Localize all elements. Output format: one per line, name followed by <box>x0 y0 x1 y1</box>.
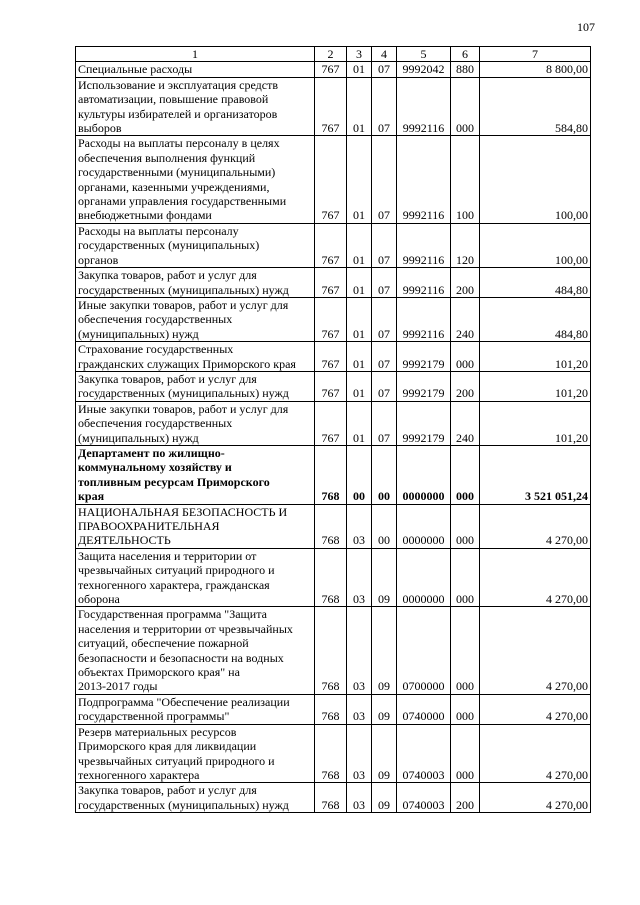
amount-cell: 4 270,00 <box>480 694 591 724</box>
item-name-line: 2013-2017 годы <box>78 679 158 694</box>
target-article-cell: 9992116 <box>397 297 451 341</box>
item-name-line: ситуаций, обеспечение пожарной <box>78 636 249 651</box>
table-row <box>76 342 591 372</box>
target-article-cell: 0700000 <box>397 607 451 694</box>
item-name-line: органов <box>78 252 119 267</box>
item-name-line: обеспечения выполнения функций <box>78 150 256 165</box>
section-code-cell: 768 <box>315 607 347 694</box>
target-article-cell: 9992116 <box>397 136 451 223</box>
page-number: 107 <box>577 20 595 34</box>
item-name-line: Специальные расходы <box>78 62 193 77</box>
expense-type-cell: 000 <box>451 724 480 783</box>
item-name-line: коммунальному хозяйству и <box>78 460 232 475</box>
section-code-cell: 768 <box>315 548 347 607</box>
amount-cell: 8 800,00 <box>480 62 591 77</box>
expense-type-cell: 200 <box>451 268 480 298</box>
table-row <box>76 77 591 136</box>
target-article-cell: 0000000 <box>397 445 451 504</box>
target-article-cell: 0740000 <box>397 694 451 724</box>
item-name-line: Расходы на выплаты персоналу <box>78 223 239 238</box>
subchapter-code-cell: 09 <box>372 694 397 724</box>
amount-cell: 584,80 <box>480 77 591 136</box>
item-name-line: Закупка товаров, работ и услуг для <box>78 371 257 386</box>
item-name-cell <box>76 342 315 372</box>
subchapter-code-cell: 07 <box>372 401 397 445</box>
target-article-cell: 9992179 <box>397 371 451 401</box>
expense-type-cell: 000 <box>451 342 480 372</box>
item-name-cell <box>76 297 315 341</box>
item-name-line: государственных (муниципальных) нужд <box>78 386 289 401</box>
item-name-line: Защита населения и территории от <box>78 548 257 563</box>
item-name-cell <box>76 694 315 724</box>
expense-type-cell: 000 <box>451 548 480 607</box>
expense-type-cell: 880 <box>451 62 480 77</box>
item-name-line: Резерв материальных ресурсов <box>78 724 237 739</box>
subchapter-code-cell: 00 <box>372 504 397 548</box>
chapter-code-cell: 01 <box>347 136 372 223</box>
target-article-cell: 9992116 <box>397 223 451 267</box>
item-name-cell <box>76 607 315 694</box>
subchapter-code-cell: 09 <box>372 783 397 813</box>
amount-cell: 101,20 <box>480 401 591 445</box>
subchapter-code-cell: 07 <box>372 223 397 267</box>
table-row <box>76 724 591 783</box>
chapter-code-cell: 01 <box>347 371 372 401</box>
item-name-line: обеспечения государственных <box>78 312 233 327</box>
target-article-cell: 0740003 <box>397 783 451 813</box>
item-name-line: государственными (муниципальными) <box>78 165 276 180</box>
chapter-code-cell: 01 <box>347 223 372 267</box>
item-name-cell <box>76 223 315 267</box>
chapter-code-cell: 01 <box>347 268 372 298</box>
expense-type-cell: 120 <box>451 223 480 267</box>
item-name-line: объектах Приморского края" на <box>78 665 240 680</box>
subchapter-code-cell: 00 <box>372 445 397 504</box>
item-name-cell <box>76 77 315 136</box>
subchapter-code-cell: 07 <box>372 342 397 372</box>
item-name-line: ПРАВООХРАНИТЕЛЬНАЯ <box>78 519 220 533</box>
item-name-cell <box>76 268 315 298</box>
amount-cell: 100,00 <box>480 223 591 267</box>
table-row <box>76 371 591 401</box>
chapter-code-cell: 01 <box>347 62 372 77</box>
table-row <box>76 607 591 694</box>
item-name-cell <box>76 548 315 607</box>
item-name-line: культуры избирателей и организаторов <box>78 106 278 121</box>
amount-cell: 484,80 <box>480 297 591 341</box>
item-name-line: техногенного характера, гражданская <box>78 577 270 592</box>
item-name-line: органами, казенными учреждениями, <box>78 179 270 194</box>
section-code-cell: 767 <box>315 342 347 372</box>
section-code-cell: 768 <box>315 504 347 548</box>
chapter-code-cell: 03 <box>347 504 372 548</box>
header-cell-4: 4 <box>372 47 397 62</box>
subchapter-code-cell: 07 <box>372 77 397 136</box>
table-row <box>76 401 591 445</box>
header-cell-1: 1 <box>76 47 315 62</box>
item-name-line: обеспечения государственных <box>78 416 233 431</box>
item-name-line: Департамент по жилищно- <box>78 445 225 460</box>
amount-cell: 4 270,00 <box>480 783 591 813</box>
item-name-line: Подпрограмма "Обеспечение реализации <box>78 694 290 709</box>
subchapter-code-cell: 07 <box>372 62 397 77</box>
expense-type-cell: 200 <box>451 371 480 401</box>
amount-cell: 4 270,00 <box>480 724 591 783</box>
target-article-cell: 9992179 <box>397 401 451 445</box>
target-article-cell: 9992116 <box>397 77 451 136</box>
item-name-line: техногенного характера <box>78 767 200 782</box>
item-name-line: населения и территории от чрезвычайных <box>78 621 293 636</box>
amount-cell: 4 270,00 <box>480 504 591 548</box>
item-name-cell <box>76 783 315 813</box>
item-name-line: внебюджетными фондами <box>78 208 212 223</box>
item-name-cell <box>76 504 315 548</box>
section-code-cell: 767 <box>315 268 347 298</box>
subchapter-code-cell: 07 <box>372 297 397 341</box>
section-code-cell: 767 <box>315 223 347 267</box>
chapter-code-cell: 01 <box>347 401 372 445</box>
subchapter-code-cell: 09 <box>372 607 397 694</box>
table-row <box>76 783 591 813</box>
expense-type-cell: 100 <box>451 136 480 223</box>
expense-type-cell: 240 <box>451 297 480 341</box>
header-cell-2: 2 <box>315 47 347 62</box>
expense-type-cell: 240 <box>451 401 480 445</box>
item-name-line: чрезвычайных ситуаций природного и <box>78 753 275 768</box>
item-name-line: государственных (муниципальных) нужд <box>78 797 289 812</box>
expense-type-cell: 000 <box>451 77 480 136</box>
amount-cell: 4 270,00 <box>480 548 591 607</box>
expense-type-cell: 000 <box>451 504 480 548</box>
target-article-cell: 0000000 <box>397 548 451 607</box>
table-row <box>76 62 591 77</box>
expense-type-cell: 200 <box>451 783 480 813</box>
item-name-line: НАЦИОНАЛЬНАЯ БЕЗОПАСНОСТЬ И <box>78 504 288 519</box>
item-name-line: (муниципальных) нужд <box>78 326 199 341</box>
table-row <box>76 297 591 341</box>
target-article-cell: 9992042 <box>397 62 451 77</box>
item-name-line: Страхование государственных <box>78 342 234 357</box>
section-code-cell: 768 <box>315 783 347 813</box>
item-name-line: Использование и эксплуатация средств <box>78 77 279 92</box>
section-code-cell: 768 <box>315 445 347 504</box>
section-code-cell: 767 <box>315 297 347 341</box>
item-name-line: государственной программы" <box>78 709 230 724</box>
chapter-code-cell: 00 <box>347 445 372 504</box>
target-article-cell: 0740003 <box>397 724 451 783</box>
item-name-line: гражданских служащих Приморского края <box>78 356 296 371</box>
subchapter-code-cell: 07 <box>372 136 397 223</box>
section-code-cell: 767 <box>315 62 347 77</box>
item-name-line: края <box>78 489 105 504</box>
amount-cell: 100,00 <box>480 136 591 223</box>
chapter-code-cell: 03 <box>347 548 372 607</box>
table-row <box>76 445 591 504</box>
expense-type-cell: 000 <box>451 607 480 694</box>
subchapter-code-cell: 07 <box>372 371 397 401</box>
item-name-line: Расходы на выплаты персоналу в целях <box>78 136 280 151</box>
item-name-line: Приморского края для ликвидации <box>78 739 257 754</box>
table-row <box>76 694 591 724</box>
table-row <box>76 504 591 548</box>
chapter-code-cell: 03 <box>347 783 372 813</box>
header-cell-3: 3 <box>347 47 372 62</box>
chapter-code-cell: 01 <box>347 342 372 372</box>
item-name-line: Закупка товаров, работ и услуг для <box>78 268 257 283</box>
table-row <box>76 136 591 223</box>
chapter-code-cell: 01 <box>347 297 372 341</box>
item-name-line: выборов <box>78 121 122 136</box>
target-article-cell: 0000000 <box>397 504 451 548</box>
item-name-line: безопасности и безопасности на водных <box>78 650 284 665</box>
amount-cell: 4 270,00 <box>480 607 591 694</box>
item-name-line: органами управления государственными <box>78 194 287 209</box>
item-name-cell <box>76 371 315 401</box>
expense-type-cell: 000 <box>451 694 480 724</box>
table-row <box>76 268 591 298</box>
item-name-cell <box>76 136 315 223</box>
item-name-line: государственных (муниципальных) <box>78 238 260 253</box>
header-cell-7: 7 <box>480 47 591 62</box>
item-name-line: топливным ресурсам Приморского <box>78 474 270 489</box>
section-code-cell: 767 <box>315 77 347 136</box>
chapter-code-cell: 03 <box>347 694 372 724</box>
section-code-cell: 768 <box>315 694 347 724</box>
amount-cell: 101,20 <box>480 342 591 372</box>
item-name-line: Иные закупки товаров, работ и услуг для <box>78 401 289 416</box>
section-code-cell: 768 <box>315 724 347 783</box>
item-name-cell <box>76 62 315 77</box>
subchapter-code-cell: 09 <box>372 724 397 783</box>
table-row <box>76 223 591 267</box>
expense-type-cell: 000 <box>451 445 480 504</box>
item-name-line: государственных (муниципальных) нужд <box>78 282 289 297</box>
section-code-cell: 767 <box>315 401 347 445</box>
target-article-cell: 9992179 <box>397 342 451 372</box>
amount-cell: 3 521 051,24 <box>480 445 591 504</box>
amount-cell: 484,80 <box>480 268 591 298</box>
item-name-cell <box>76 401 315 445</box>
table-row <box>76 548 591 607</box>
chapter-code-cell: 01 <box>347 77 372 136</box>
amount-cell: 101,20 <box>480 371 591 401</box>
item-name-cell <box>76 724 315 783</box>
subchapter-code-cell: 07 <box>372 268 397 298</box>
section-code-cell: 767 <box>315 371 347 401</box>
item-name-line: чрезвычайных ситуаций природного и <box>78 563 275 578</box>
header-cell-6: 6 <box>451 47 480 62</box>
section-code-cell: 767 <box>315 136 347 223</box>
header-cell-5: 5 <box>397 47 451 62</box>
item-name-line: ДЕЯТЕЛЬНОСТЬ <box>78 533 171 548</box>
item-name-line: Государственная программа "Защита <box>78 607 267 622</box>
chapter-code-cell: 03 <box>347 724 372 783</box>
header-row <box>76 47 591 62</box>
item-name-line: оборона <box>78 592 120 607</box>
chapter-code-cell: 03 <box>347 607 372 694</box>
item-name-line: автоматизации, повышение правовой <box>78 92 269 107</box>
item-name-line: Закупка товаров, работ и услуг для <box>78 783 257 798</box>
table-body <box>76 47 591 813</box>
item-name-cell <box>76 445 315 504</box>
item-name-line: Иные закупки товаров, работ и услуг для <box>78 297 289 312</box>
target-article-cell: 9992116 <box>397 268 451 298</box>
item-name-line: (муниципальных) нужд <box>78 430 199 445</box>
budget-table <box>75 46 591 813</box>
subchapter-code-cell: 09 <box>372 548 397 607</box>
